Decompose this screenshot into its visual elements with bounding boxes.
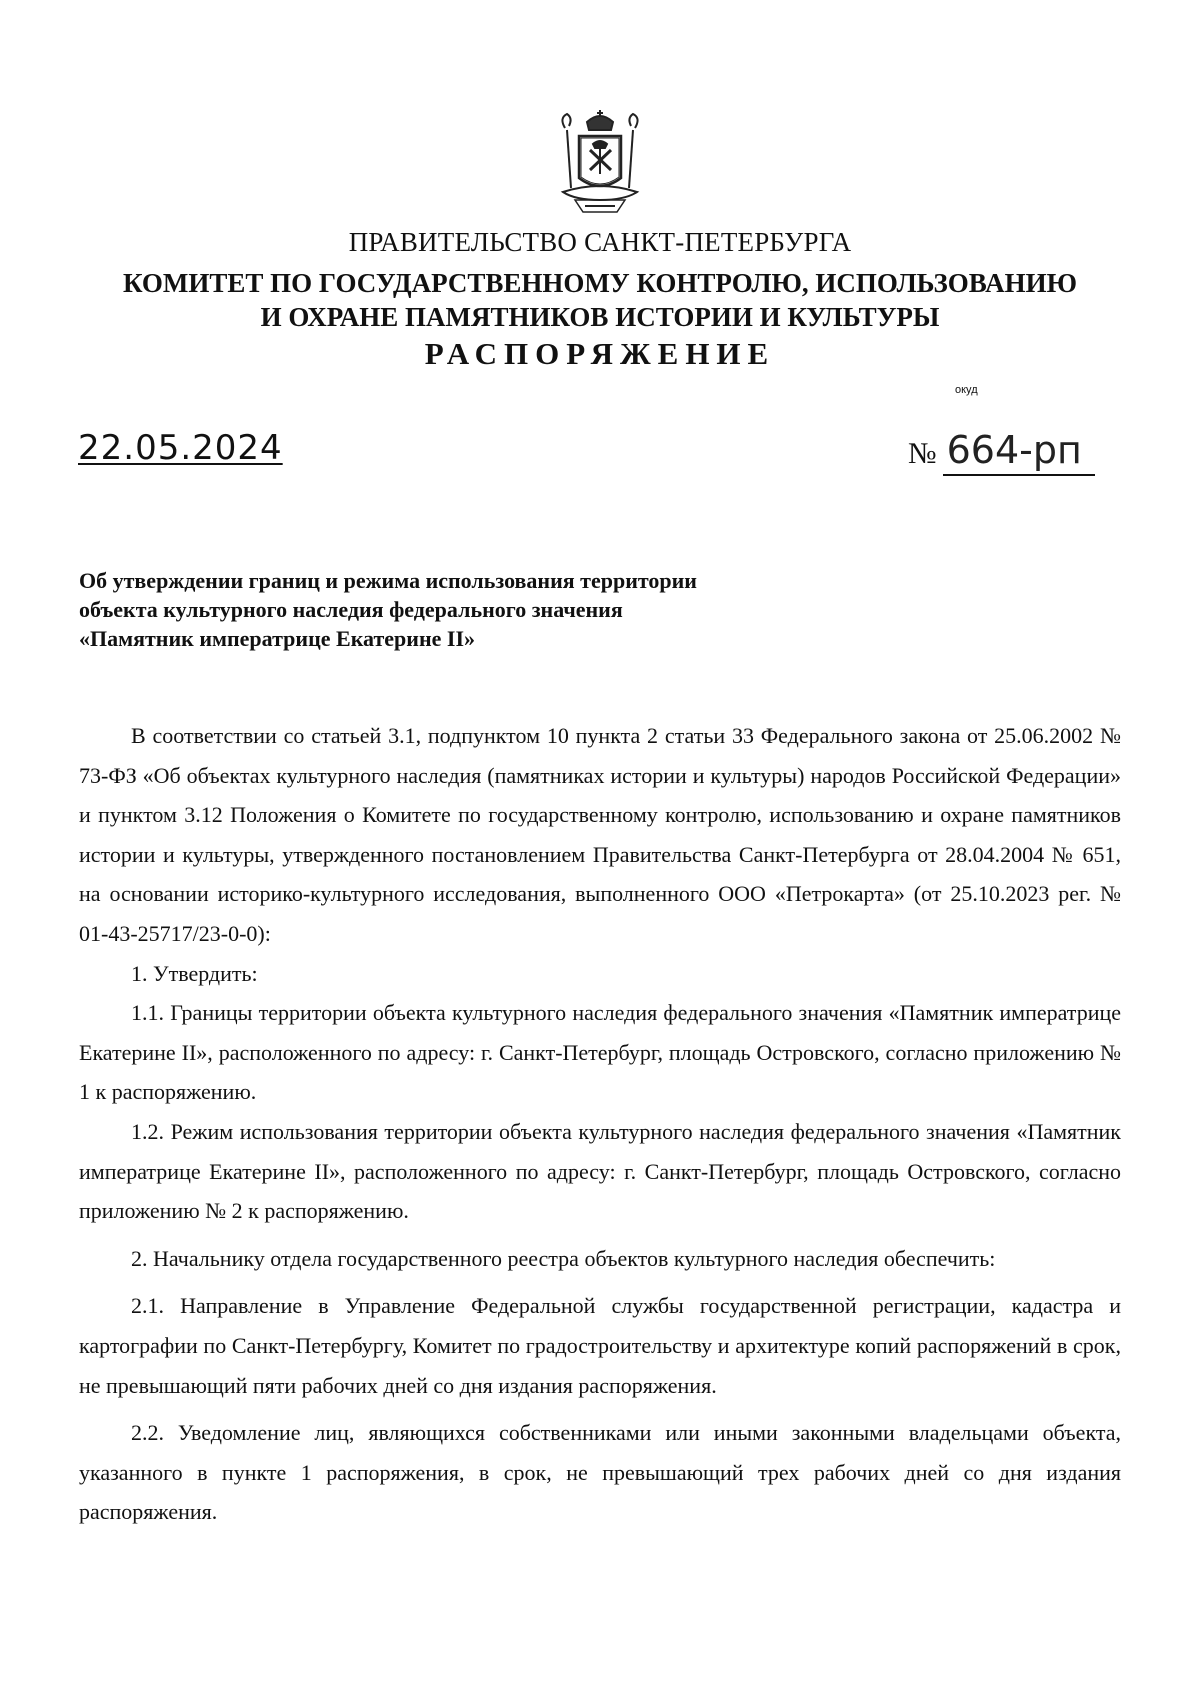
clause-1-2: 1.2. Режим использования территории объекта культурного наследия федерального значения «Памятник императрице Екатерине II», расположенного по адресу: г. Санкт-Петербург, площадь Островского, согласно приложению № 2 к распоряжению. — [79, 1118, 1121, 1224]
subject-line-2: объекта культурного наследия федерального значения — [79, 597, 623, 622]
committee-title-line-1: КОМИТЕТ ПО ГОСУДАРСТВЕННОМУ КОНТРОЛЮ, ИСПОЛЬЗОВАНИЮ — [123, 268, 1077, 298]
preamble-paragraph: В соответствии со статьей 3.1, подпунктом 10 пункта 2 статьи 33 Федерального закона от 25.06.2002 № 73-ФЗ «Об объектах культурного наследия (памятниках истории и культуры) народов Российской Федерации» и пунктом 3.12 Положения о Комитете по государственному контролю, использованию и охране памятников истории и культуры, утвержденного постановлением Правительства Санкт-Петербурга от 28.04.2004 № 651, на основании историко-культурного исследования, выполненного ООО «Петрокарта» (от 25.10.2023 рег. № 01-43-25717/23-0-0): — [79, 723, 1121, 946]
subject-line-3: «Памятник императрице Екатерине II» — [79, 626, 476, 651]
clause-2-1: 2.1. Направление в Управление Федеральной службы государственной регистрации, кадастра и картографии по Санкт-Петербургу, Комитет по градостроительству и архитектуре копий распоряжений в срок, не превышающий пяти рабочих дней со дня издания распоряжения. — [79, 1293, 1121, 1398]
coat-of-arms-emblem — [555, 108, 645, 216]
clause-2-2: 2.2. Уведомление лиц, являющихся собственниками или иными законными владельцами объекта, указанного в пункте 1 распоряжения, в срок, не превышающий трех рабочих дней со дня издания распоряжения. — [79, 1420, 1121, 1525]
clause-2: 2. Начальнику отдела государственного реестра объектов культурного наследия обеспечить: — [131, 1245, 996, 1271]
number-sign: № — [908, 437, 937, 470]
document-date: 22.05.2024 — [78, 428, 283, 468]
document-number-value: 664-рп — [943, 428, 1095, 476]
committee-title-line-2: И ОХРАНЕ ПАМЯТНИКОВ ИСТОРИИ И КУЛЬТУРЫ — [260, 302, 940, 332]
document-subject — [79, 566, 697, 653]
committee-title — [0, 266, 1200, 334]
clause-1: 1. Утвердить: — [131, 960, 258, 986]
document-type-title: РАСПОРЯЖЕНИЕ — [424, 336, 776, 371]
subject-line-1: Об утверждении границ и режима использования территории — [79, 568, 697, 593]
document-number — [908, 428, 1095, 476]
document-body — [79, 716, 1121, 1532]
government-title: ПРАВИТЕЛЬСТВО САНКТ-ПЕТЕРБУРГА — [348, 227, 852, 257]
clause-1-1: 1.1. Границы территории объекта культурного наследия федерального значения «Памятник императрице Екатерине II», расположенного по адресу: г. Санкт-Петербург, площадь Островского, согласно приложению № 1 к распоряжению. — [79, 1000, 1121, 1105]
okud-label: окуд — [955, 384, 978, 396]
